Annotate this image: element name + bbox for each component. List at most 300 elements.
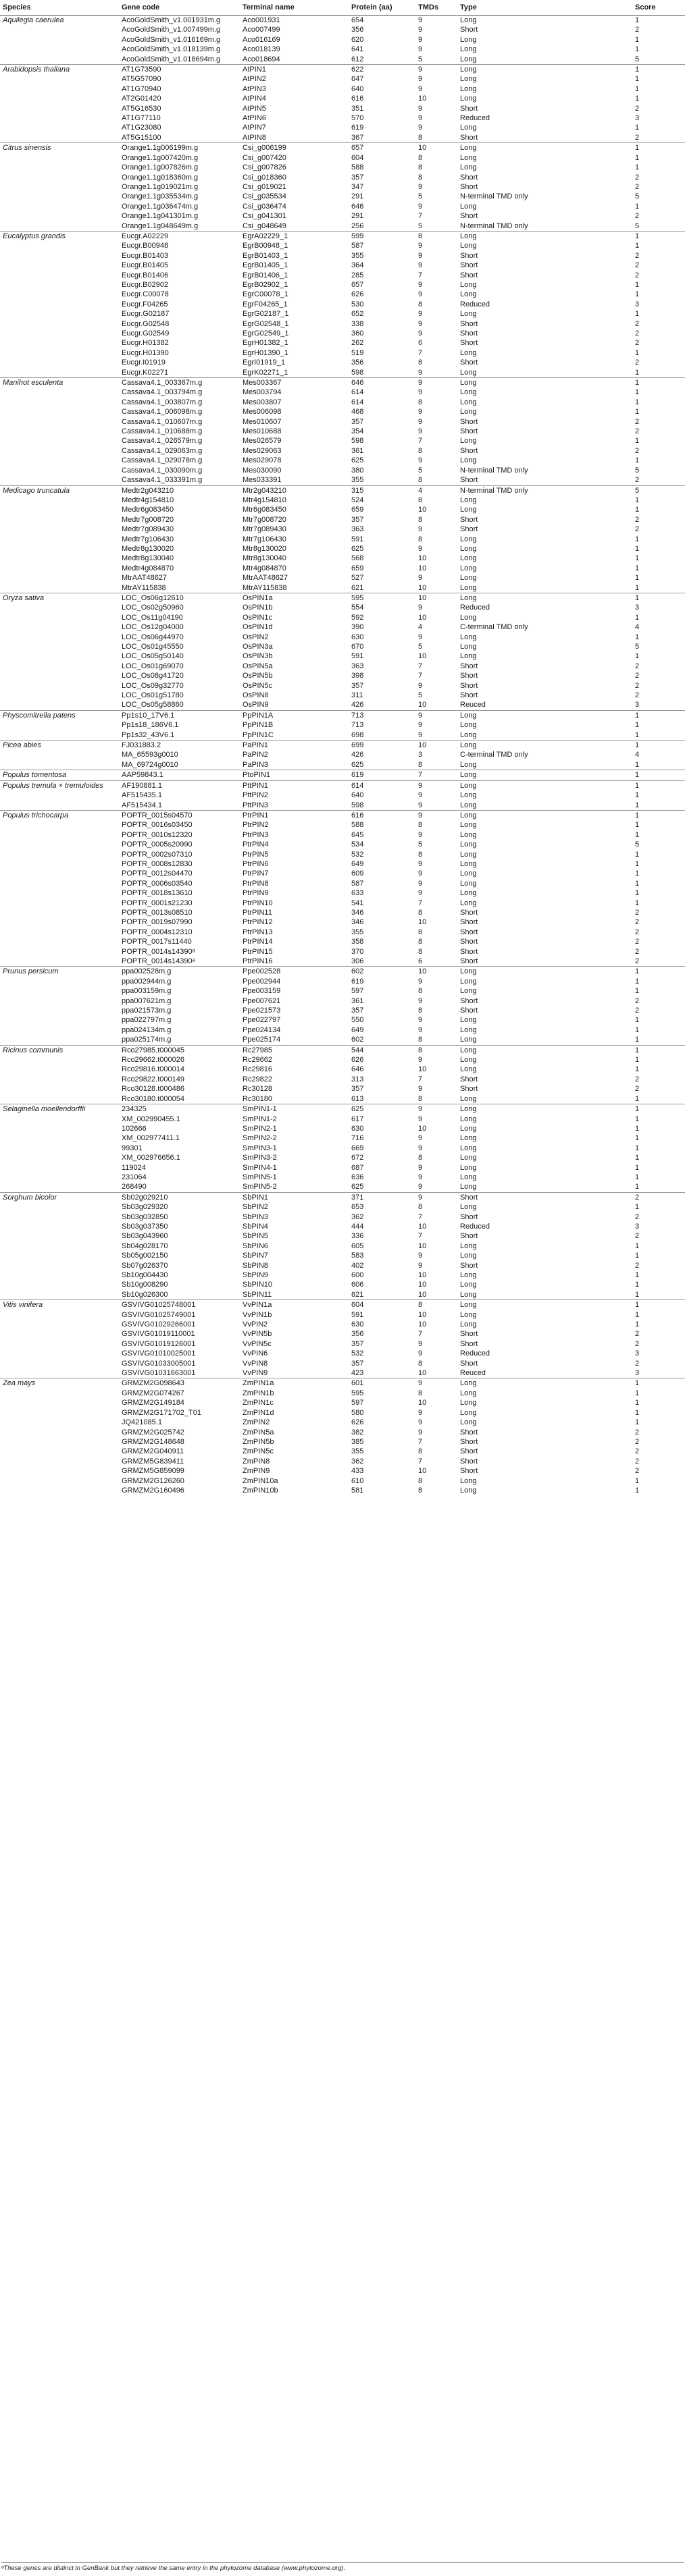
type: Long	[460, 898, 477, 907]
terminal-name: VvPIN5c	[243, 1339, 272, 1348]
table-row	[0, 280, 685, 290]
table-row	[0, 25, 685, 34]
protein-length: 356	[351, 1330, 364, 1339]
gene-code: Pp1s32_43V6.1	[122, 730, 175, 739]
score: 1	[635, 1320, 640, 1329]
tmd-count: 9	[418, 427, 423, 436]
protein-length: 646	[349, 378, 415, 388]
tmd-count: 10	[418, 95, 427, 103]
tmd-count: 8	[418, 495, 423, 504]
protein-length: 581	[351, 1486, 364, 1495]
type: N-terminal TMD only	[460, 221, 528, 230]
score: 1	[635, 1025, 640, 1034]
gene-code: Orange1.1g018360m.g	[122, 173, 199, 182]
protein-length: 346	[351, 908, 364, 917]
score: 2	[635, 662, 640, 670]
species-cell-empty	[0, 271, 119, 280]
table-row	[0, 1349, 685, 1358]
type: Short	[460, 104, 478, 113]
protein-length: 653	[351, 1203, 364, 1212]
protein-length: 364	[351, 261, 364, 270]
species-cell-empty	[0, 750, 119, 759]
species-cell-empty	[0, 495, 119, 505]
species-cell-empty	[0, 681, 119, 691]
type: Long	[457, 770, 632, 780]
table-row	[0, 261, 685, 270]
species-cell-empty	[0, 1359, 119, 1368]
tmd-count: 9	[418, 1418, 423, 1427]
protein-length: 616	[351, 95, 364, 103]
gene-code: Rco27985.t000045	[119, 1045, 240, 1055]
species-cell-empty	[0, 1025, 119, 1035]
table-row	[0, 202, 685, 211]
terminal-name: PtrPIN9	[243, 889, 269, 898]
protein-length: 646	[351, 1065, 364, 1074]
protein-length: 659	[351, 506, 364, 514]
type: Long	[460, 1025, 477, 1034]
gene-code: 234325	[119, 1104, 240, 1115]
terminal-name: ZmPIN5a	[243, 1428, 274, 1437]
species-cell-empty	[0, 573, 119, 583]
table-row	[0, 94, 685, 103]
gene-code: Eucgr.F04265	[122, 300, 168, 308]
gene-code: ppa021573m.g	[122, 1007, 172, 1015]
gene-code: 99301	[122, 1144, 143, 1152]
protein-length: 604	[351, 153, 364, 162]
terminal-name: SbPIN3	[243, 1212, 268, 1221]
species-cell-empty	[0, 25, 119, 34]
score: 1	[635, 535, 640, 543]
gene-code: POPTR_0001s21230	[122, 898, 193, 907]
species-cell-empty	[0, 104, 119, 113]
terminal-name: PtrPIN16	[243, 957, 273, 965]
score: 2	[635, 182, 640, 191]
type: Short	[460, 26, 478, 34]
table-row	[0, 850, 685, 859]
protein-length: 385	[351, 1437, 364, 1446]
gene-code: AcoGoldSmith_v1.018694m.g	[122, 55, 221, 63]
tmd-count: 10	[418, 554, 427, 563]
type: Long	[460, 1203, 477, 1212]
terminal-name: AtPIN5	[243, 104, 266, 113]
species-cell-empty	[0, 544, 119, 554]
protein-length: 362	[351, 1212, 364, 1221]
protein-length: 530	[351, 300, 364, 308]
terminal-name: PpPIN1C	[243, 730, 274, 739]
species-cell-empty	[0, 830, 119, 840]
terminal-name: Rc30128	[243, 1085, 273, 1094]
protein-length: 519	[351, 348, 364, 357]
gene-code: POPTR_0004s12310	[122, 928, 193, 936]
table-row	[0, 475, 685, 485]
gene-code: AT5G57090	[122, 75, 161, 84]
protein-length: 370	[351, 947, 364, 956]
species-cell-empty	[0, 879, 119, 888]
tmd-count: 7	[418, 1212, 423, 1221]
species-cell-empty	[0, 1428, 119, 1437]
gene-code: POPTR_0016s03450	[122, 821, 193, 830]
score: 1	[635, 898, 640, 907]
gene-code: ppa007621m.g	[122, 996, 172, 1005]
score: 1	[632, 710, 685, 720]
protein-length: 636	[351, 1173, 364, 1181]
gene-code: Sb10g004430	[122, 1271, 168, 1279]
protein-length: 351	[351, 104, 364, 113]
tmd-count: 7	[418, 348, 423, 357]
gene-code: XM_002990455.1	[122, 1115, 180, 1123]
type: Long	[460, 290, 477, 299]
tmd-count: 8	[418, 515, 423, 524]
tmd-count: 9	[418, 16, 423, 24]
species-cell-empty	[0, 348, 119, 358]
species-cell-empty	[0, 417, 119, 427]
table-row	[0, 1035, 685, 1045]
type: Long	[460, 84, 477, 93]
table-row	[0, 436, 685, 446]
protein-length: 630	[351, 1320, 364, 1329]
tmd-count: 9	[415, 378, 457, 388]
type: Short	[460, 182, 478, 191]
score: 1	[635, 1124, 640, 1133]
type: Long	[460, 791, 477, 800]
gene-code: Cassava4.1_003807m.g	[122, 398, 203, 406]
protein-length: 315	[349, 485, 415, 495]
protein-length: 357	[351, 1359, 364, 1368]
terminal-name: PttPIN3	[243, 801, 268, 809]
gene-code: Sb02g029210	[119, 1192, 240, 1202]
gene-code: POPTR_0014s14390ᵃ	[122, 947, 195, 956]
protein-length: 357	[351, 681, 364, 690]
table-row	[0, 681, 685, 691]
type: Long	[460, 163, 477, 172]
protein-length: 598	[351, 368, 364, 377]
score: 1	[635, 1408, 640, 1417]
score: 1	[635, 850, 640, 859]
type: Long	[460, 1124, 477, 1133]
type: Short	[460, 173, 478, 182]
table-body	[0, 16, 685, 1496]
gene-code: Sb03g037350	[122, 1222, 168, 1231]
protein-length: 357	[351, 1339, 364, 1348]
type: Short	[460, 1007, 478, 1015]
species-cell-empty	[0, 613, 119, 622]
table-row	[0, 770, 685, 780]
tmd-count: 9	[415, 810, 457, 820]
score: 1	[632, 1104, 685, 1115]
species-cell-empty	[0, 1084, 119, 1094]
terminal-name: Mtr4g084870	[243, 564, 286, 572]
terminal-name: SbPIN8	[243, 1261, 268, 1270]
table-row	[0, 603, 685, 612]
table-row	[0, 45, 685, 54]
protein-length: 659	[351, 564, 364, 572]
terminal-name: PttPIN1	[240, 780, 349, 790]
species-cell-empty	[0, 515, 119, 525]
terminal-name: Aco007499	[243, 26, 280, 34]
tmd-count: 9	[418, 830, 423, 839]
type: Long	[460, 633, 477, 641]
tmd-count: 9	[418, 1056, 423, 1065]
species-cell-empty	[0, 1329, 119, 1339]
type: Long	[460, 730, 477, 739]
score: 2	[635, 691, 640, 700]
table-row	[0, 741, 685, 751]
score: 2	[635, 1428, 640, 1437]
terminal-name: Mtr7g008720	[243, 515, 286, 524]
table-row	[0, 1280, 685, 1289]
score: 1	[635, 1144, 640, 1152]
tmd-count: 7	[418, 1075, 423, 1083]
table-row	[0, 466, 685, 475]
gene-code: GSVIVG01029266001	[122, 1320, 196, 1329]
type: Short	[460, 947, 478, 956]
species-cell-empty	[0, 1251, 119, 1260]
terminal-name: Mtr8g130040	[243, 554, 286, 563]
protein-length: 592	[351, 613, 364, 622]
species-cell-empty	[0, 221, 119, 232]
terminal-name: ZmPIN8	[243, 1457, 270, 1466]
tmd-count: 10	[418, 583, 427, 592]
tmd-count: 7	[415, 770, 457, 780]
terminal-name: VvPIN9	[243, 1369, 268, 1378]
species-cell-empty	[0, 192, 119, 201]
protein-length: 609	[351, 869, 364, 878]
table-row	[0, 143, 685, 153]
table-row	[0, 810, 685, 820]
protein-length: 619	[351, 977, 364, 986]
score: 1	[635, 163, 640, 172]
tmd-count: 8	[418, 153, 423, 162]
tmd-count: 8	[418, 908, 423, 917]
table-row	[0, 691, 685, 700]
type: Short	[460, 339, 478, 348]
gene-code: Cassava4.1_029063m.g	[122, 446, 203, 455]
gene-code: GRMZM2G149184	[122, 1399, 184, 1407]
table-row	[0, 231, 685, 241]
protein-length: 614	[351, 398, 364, 406]
type: Long	[457, 143, 632, 153]
table-row	[0, 651, 685, 661]
protein-length: 355	[351, 1447, 364, 1456]
table-row	[0, 1389, 685, 1398]
species-cell-empty	[0, 1270, 119, 1280]
gene-code: Medtr4g084870	[122, 564, 174, 572]
tmd-count: 5	[418, 643, 423, 651]
score: 5	[635, 221, 640, 230]
terminal-name: PtrPIN8	[243, 879, 269, 888]
score: 1	[635, 1310, 640, 1319]
terminal-name: VvPIN1a	[240, 1300, 349, 1310]
tmd-count: 10	[418, 701, 427, 709]
type: Long	[460, 16, 477, 24]
terminal-name: EgrB01405_1	[243, 261, 288, 270]
terminal-name: EgrB01403_1	[243, 251, 288, 260]
gene-code: Medtr4g154810	[122, 495, 174, 504]
tmd-count: 8	[418, 821, 423, 830]
species-cell-empty	[0, 1222, 119, 1231]
type: Short	[460, 271, 478, 279]
gene-code: Rco29816.t000014	[122, 1065, 184, 1074]
gene-code: GSVIVG01031663001	[122, 1369, 196, 1378]
score: 1	[635, 791, 640, 800]
score: 1	[635, 889, 640, 898]
tmd-count: 10	[415, 967, 457, 977]
terminal-name: Ppe025174	[243, 1036, 281, 1044]
header-score: Score	[632, 0, 685, 16]
protein-length: 346	[351, 918, 364, 927]
table-row	[0, 84, 685, 94]
protein-length: 362	[351, 1457, 364, 1466]
terminal-name: Csi_g048649	[243, 221, 286, 230]
type: Short	[460, 251, 478, 260]
type: Short	[460, 1085, 478, 1094]
species-cell-empty	[0, 1280, 119, 1289]
score: 2	[635, 446, 640, 455]
tmd-count: 5	[418, 466, 423, 475]
terminal-name: Aco001931	[243, 16, 280, 24]
tmd-count: 8	[418, 173, 423, 182]
species-cell-empty	[0, 1261, 119, 1270]
gene-code: ppa002944m.g	[122, 977, 172, 986]
species-cell-empty	[0, 642, 119, 651]
type: Long	[460, 1399, 477, 1407]
gene-code: Eucgr.B00948	[122, 242, 169, 250]
type: Long	[457, 967, 632, 977]
protein-length: 306	[351, 957, 364, 965]
protein-length: 616	[349, 810, 415, 820]
tmd-count: 9	[418, 290, 423, 299]
species-cell-empty	[0, 977, 119, 986]
species-cell-empty	[0, 1133, 119, 1143]
score: 5	[635, 466, 640, 475]
tmd-count: 8	[418, 133, 423, 142]
type: Short	[460, 908, 478, 917]
gene-code: 268490	[122, 1183, 147, 1191]
table-row	[0, 525, 685, 534]
species-cell-empty	[0, 456, 119, 465]
tmd-count: 9	[418, 1134, 423, 1143]
species-cell-empty	[0, 387, 119, 397]
table-row	[0, 1437, 685, 1447]
score: 2	[635, 1232, 640, 1241]
score: 1	[632, 65, 685, 75]
score: 2	[635, 1339, 640, 1348]
type: Short	[460, 358, 478, 367]
type: Long	[460, 1241, 477, 1250]
table-row	[0, 1124, 685, 1133]
tmd-count: 9	[418, 182, 423, 191]
tmd-count: 9	[418, 1144, 423, 1152]
type: Long	[460, 535, 477, 543]
table-row	[0, 1182, 685, 1192]
type: Short	[460, 417, 478, 426]
score: 1	[632, 231, 685, 241]
type: Long	[460, 574, 477, 583]
table-row	[0, 1251, 685, 1260]
gene-code: POPTR_0002s07310	[122, 850, 193, 859]
score: 2	[635, 26, 640, 34]
tmd-count: 8	[418, 1389, 423, 1397]
terminal-name: Mes010607	[243, 417, 282, 426]
gene-code: Medtr7g106430	[122, 535, 174, 543]
table-row	[0, 1025, 685, 1035]
score: 2	[635, 271, 640, 279]
gene-code: ppa025174m.g	[122, 1036, 172, 1044]
type: Short	[460, 918, 478, 927]
table-row	[0, 495, 685, 505]
species-cell-empty	[0, 1476, 119, 1486]
gene-code: ppa024134m.g	[122, 1025, 172, 1034]
tmd-count: 8	[418, 163, 423, 172]
species-cell-empty	[0, 163, 119, 172]
terminal-name: Mes006098	[243, 408, 282, 417]
table-row	[0, 801, 685, 811]
terminal-name: SbPIN11	[243, 1290, 272, 1299]
gene-code: LOC_Os01g69070	[122, 662, 184, 670]
score: 1	[632, 378, 685, 388]
terminal-name: Rc29662	[243, 1056, 273, 1065]
table-row	[0, 820, 685, 830]
score: 1	[635, 398, 640, 406]
score: 1	[635, 830, 640, 839]
gene-code: Orange1.1g007420m.g	[122, 153, 199, 162]
type: Short	[460, 1437, 478, 1446]
terminal-name: Csi_g006199	[240, 143, 349, 153]
table-row	[0, 241, 685, 250]
table-row	[0, 505, 685, 514]
score: 1	[632, 1300, 685, 1310]
score: 1	[635, 1252, 640, 1260]
gene-code: POPTR_0008s12830	[122, 859, 193, 868]
protein-length: 426	[351, 701, 364, 709]
score: 1	[635, 1094, 640, 1103]
protein-length: 380	[351, 466, 364, 475]
terminal-name: MtrAY115838	[243, 583, 287, 592]
terminal-name: Csi_g036474	[243, 202, 286, 211]
terminal-name: EgrG02187_1	[243, 310, 289, 319]
score: 1	[635, 801, 640, 809]
score: 5	[635, 192, 640, 201]
gene-code: AAP59843.1	[119, 770, 240, 780]
table-row	[0, 730, 685, 741]
terminal-name: AtPIN6	[243, 114, 266, 123]
score: 2	[635, 938, 640, 946]
species-cell-empty	[0, 300, 119, 309]
score: 1	[635, 368, 640, 377]
species-cell-empty	[0, 84, 119, 94]
species-cell-empty	[0, 45, 119, 54]
terminal-name: Ppe021573	[243, 1007, 281, 1015]
species-cell-empty	[0, 1153, 119, 1162]
species-cell-empty	[0, 368, 119, 378]
terminal-name: Mes030090	[243, 466, 282, 475]
tmd-count: 9	[418, 319, 423, 328]
species-cell-empty	[0, 554, 119, 563]
gene-code: AcoGoldSmith_v1.001931m.g	[122, 16, 221, 24]
terminal-name: SbPIN5	[243, 1232, 268, 1241]
table-row	[0, 613, 685, 622]
score: 1	[635, 1203, 640, 1212]
score: 2	[635, 251, 640, 260]
score: 1	[635, 1241, 640, 1250]
score: 1	[635, 1183, 640, 1191]
type: Long	[460, 456, 477, 465]
tmd-count: 9	[418, 525, 423, 534]
table-row	[0, 573, 685, 583]
gene-code: AT5G16530	[122, 104, 161, 113]
gene-code: LOC_Os01g45550	[122, 643, 184, 651]
type: Short	[460, 996, 478, 1005]
